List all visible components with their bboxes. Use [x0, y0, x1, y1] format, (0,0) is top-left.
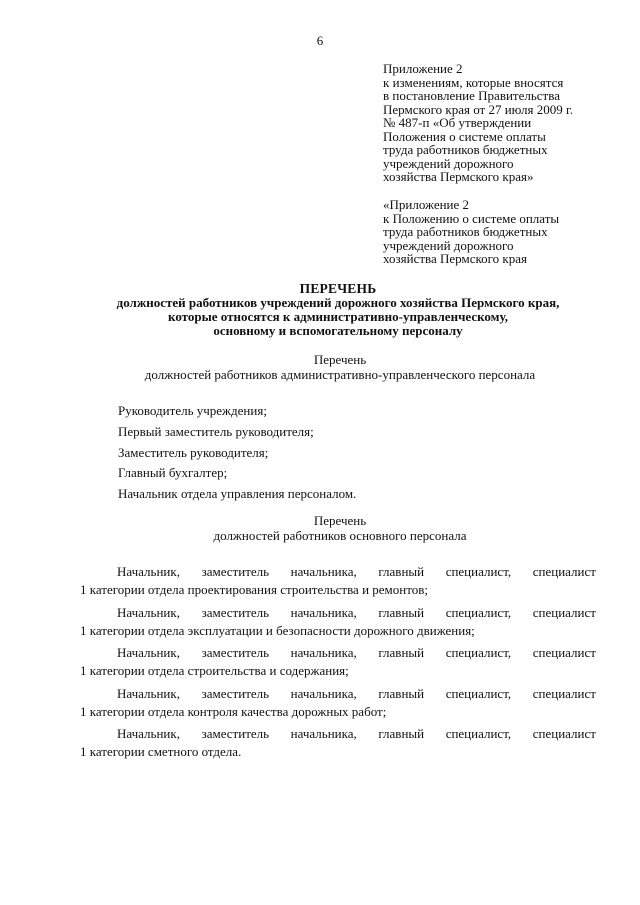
word: заместитель — [201, 685, 270, 701]
appendix-header-line: Приложение 2 — [383, 61, 463, 76]
admin-section-heading — [40, 353, 640, 382]
word: Начальник, — [117, 726, 180, 741]
admin-position-item: Первый заместитель руководителя; — [118, 423, 314, 439]
appendix-inner — [383, 198, 623, 266]
appendix-header-line: к изменениям, которые вносятся — [383, 74, 564, 90]
main-position-item — [80, 644, 596, 685]
word: начальника, — [290, 604, 357, 620]
document-title: ПЕРЕЧЕНЬ — [299, 281, 377, 296]
word: главный — [378, 645, 425, 660]
main-position-line-1 — [80, 563, 596, 581]
section-heading-line: должностей работников административно-управленческого персонала — [144, 366, 536, 382]
word: специалист, — [445, 645, 512, 660]
admin-position-item: Руководитель учреждения; — [118, 403, 267, 418]
appendix-header-line: в постановление Правительства — [383, 88, 560, 103]
admin-position-item: Главный бухгалтер; — [118, 465, 228, 481]
main-position-line-1 — [80, 604, 596, 622]
word: заместитель — [201, 645, 270, 660]
main-position-line-2: 1 категории отдела строительства и содержания; — [80, 663, 349, 678]
word: Начальник, — [117, 685, 180, 701]
section-heading-line: Перечень — [313, 352, 367, 367]
word: главный — [378, 604, 425, 620]
appendix-inner-line: учреждений дорожного — [383, 237, 514, 253]
main-section-heading — [40, 514, 640, 543]
main-position-line-2: 1 категории отдела проектирования строительства и ремонтов; — [80, 582, 428, 597]
word: заместитель — [201, 564, 270, 579]
appendix-header-line: труда работников бюджетных — [383, 142, 548, 157]
word: специалист, — [445, 564, 512, 579]
word: главный — [378, 685, 425, 701]
admin-position-item: Начальник отдела управления персоналом. — [118, 486, 357, 502]
main-position-line-1 — [80, 685, 596, 703]
main-position-line-2: 1 категории отдела контроля качества дорожных работ; — [80, 703, 387, 719]
page-number: 6 — [316, 33, 324, 48]
admin-position-list — [118, 401, 356, 505]
word: начальника, — [290, 564, 357, 579]
appendix-inner-line: к Положению о системе оплаты — [383, 210, 560, 226]
main-position-line-2: 1 категории сметного отдела. — [80, 744, 242, 759]
main-position-list — [80, 563, 596, 766]
subtitle-line: должностей работников учреждений дорожного хозяйства Пермского края, — [116, 295, 560, 310]
word: заместитель — [201, 726, 270, 741]
word: специалист, — [445, 726, 512, 741]
word: главный — [378, 726, 425, 741]
word: специалист — [532, 645, 596, 660]
appendix-inner-line: «Приложение 2 — [383, 197, 470, 212]
admin-position-item: Заместитель руководителя; — [118, 444, 269, 460]
word: специалист — [532, 604, 596, 620]
word: специалист, — [445, 685, 512, 701]
word: Начальник, — [117, 604, 180, 620]
word: начальника, — [290, 726, 357, 741]
appendix-header-line: Положения о системе оплаты — [383, 128, 546, 144]
main-position-item — [80, 563, 596, 604]
main-position-item — [80, 604, 596, 645]
main-position-line-2: 1 категории отдела эксплуатации и безопасности дорожного движения; — [80, 622, 475, 638]
appendix-header-line: учреждений дорожного — [383, 155, 514, 171]
word: специалист — [532, 726, 596, 741]
section-heading-line: должностей работников основного персонала — [213, 527, 467, 543]
word: начальника, — [290, 645, 357, 660]
document-subtitle — [60, 296, 616, 338]
appendix-header-line: № 487-п «Об утверждении — [383, 115, 532, 130]
word: Начальник, — [117, 564, 180, 579]
section-heading-line: Перечень — [313, 513, 367, 528]
subtitle-line: основному и вспомогательному персоналу — [213, 323, 463, 338]
word: специалист — [532, 564, 596, 579]
appendix-header-line: Пермского края от 27 июля 2009 г. — [383, 101, 574, 117]
word: начальника, — [290, 685, 357, 701]
appendix-header — [383, 62, 623, 184]
appendix-header-line: хозяйства Пермского края» — [383, 169, 534, 184]
main-position-line-1 — [80, 725, 596, 743]
word: специалист — [532, 685, 596, 701]
main-position-item — [80, 725, 596, 766]
subtitle-line: которые относятся к административно-управленческому, — [168, 309, 508, 324]
word: Начальник, — [117, 645, 180, 660]
word: специалист, — [445, 604, 512, 620]
appendix-inner-line: хозяйства Пермского края — [383, 251, 527, 266]
main-position-line-1 — [80, 644, 596, 662]
word: заместитель — [201, 604, 270, 620]
appendix-inner-line: труда работников бюджетных — [383, 224, 548, 239]
main-position-item — [80, 685, 596, 726]
word: главный — [378, 564, 425, 579]
